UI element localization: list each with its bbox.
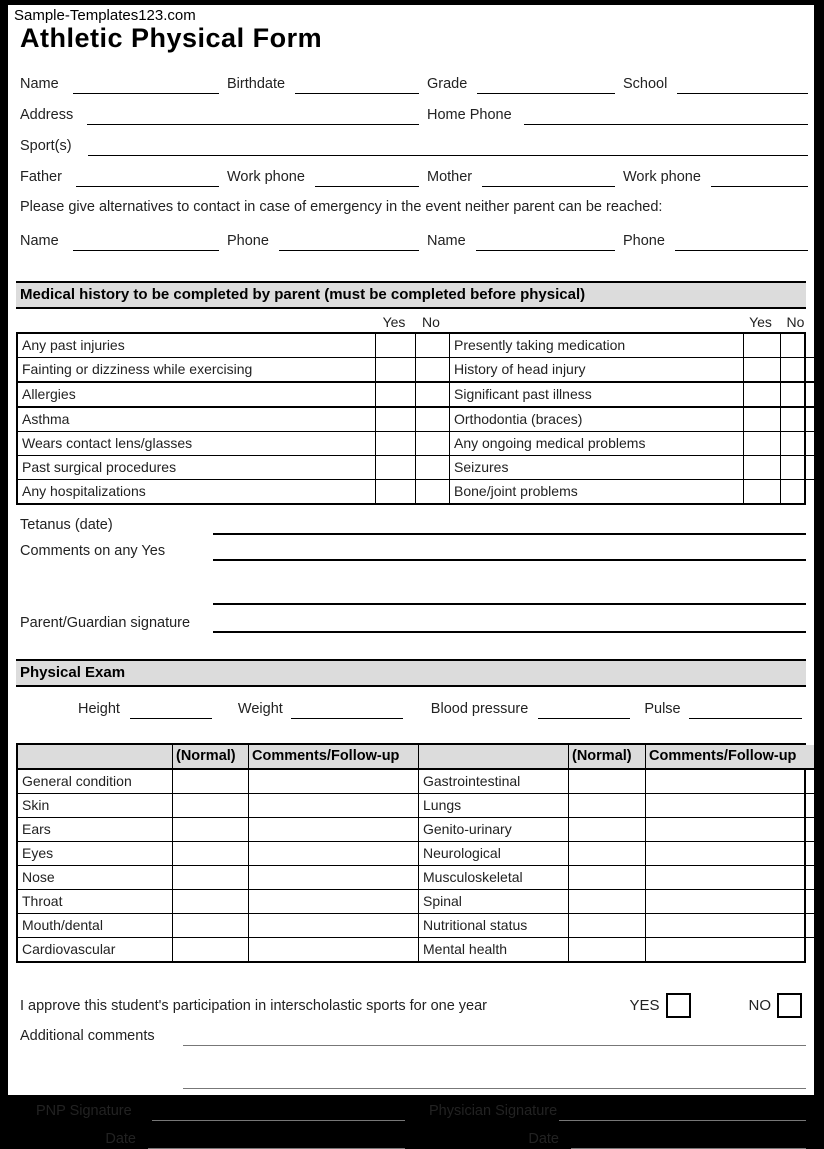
medical-question: Significant past illness xyxy=(450,383,744,408)
medical-question: Presently taking medication xyxy=(450,334,744,358)
exam-item: Mental health xyxy=(419,938,569,961)
sports-label: Sport(s) xyxy=(20,138,72,154)
yes-cell[interactable] xyxy=(376,334,416,358)
yes-cell[interactable] xyxy=(744,358,781,383)
mother-label: Mother xyxy=(427,169,473,185)
row-sports xyxy=(20,132,808,156)
exam-item: Musculoskeletal xyxy=(419,866,569,890)
yes-cell[interactable] xyxy=(744,334,781,358)
no-cell[interactable] xyxy=(781,480,814,503)
tetanus-label: Tetanus (date) xyxy=(20,517,113,533)
normal-cell[interactable] xyxy=(173,794,249,818)
normal-cell[interactable] xyxy=(569,794,646,818)
comments-cell[interactable] xyxy=(249,818,419,842)
yes-cell[interactable] xyxy=(744,480,781,503)
additional-comments-extra-row xyxy=(183,1070,806,1089)
pnp-signature-label: PNP Signature xyxy=(36,1103,132,1119)
emergency-name1-label: Name xyxy=(20,233,59,249)
tetanus-field-line[interactable] xyxy=(213,515,806,535)
father-work-phone-line[interactable] xyxy=(315,168,419,187)
signature-row xyxy=(20,1093,806,1121)
height-label: Height xyxy=(78,701,120,717)
comments-cell[interactable] xyxy=(249,890,419,914)
comments-row xyxy=(20,535,806,561)
mother-field-line[interactable] xyxy=(482,168,615,187)
exam-item: Nose xyxy=(18,866,173,890)
medical-question: Past surgical procedures xyxy=(18,456,376,480)
no-cell[interactable] xyxy=(781,408,814,432)
parent-signature-label: Parent/Guardian signature xyxy=(20,615,191,631)
comments-cell[interactable] xyxy=(646,818,814,842)
comments-cell[interactable] xyxy=(249,866,419,890)
father-work-phone-label: Work phone xyxy=(227,169,305,185)
medical-question: Allergies xyxy=(18,383,376,408)
blood-pressure-label: Blood pressure xyxy=(430,701,529,717)
no-cell[interactable] xyxy=(416,334,450,358)
tetanus-row xyxy=(20,509,806,535)
additional-comments-row xyxy=(20,1022,806,1046)
yes-cell[interactable] xyxy=(376,456,416,480)
yes-cell[interactable] xyxy=(376,408,416,432)
vitals-row xyxy=(20,695,802,719)
approval-text: I approve this student's participation in interscholastic sports for one year xyxy=(20,997,488,1014)
yes-cell[interactable] xyxy=(744,408,781,432)
row-emergency-contacts xyxy=(20,227,808,251)
exam-item: Genito-urinary xyxy=(419,818,569,842)
approval-row xyxy=(20,993,802,1018)
father-label: Father xyxy=(20,169,62,185)
normal-cell[interactable] xyxy=(569,914,646,938)
no-cell[interactable] xyxy=(416,480,450,503)
comments-column-header: Comments/Follow-up xyxy=(646,745,814,770)
watermark-text: Sample-Templates123.com xyxy=(14,7,196,24)
weight-label: Weight xyxy=(237,701,283,717)
medical-question: Orthodontia (braces) xyxy=(450,408,744,432)
normal-cell[interactable] xyxy=(569,770,646,794)
normal-cell[interactable] xyxy=(173,914,249,938)
exam-item: General condition xyxy=(18,770,173,794)
father-field-line[interactable] xyxy=(76,168,219,187)
exam-item: Gastrointestinal xyxy=(419,770,569,794)
medical-history-table xyxy=(16,332,806,505)
additional-comments-line[interactable] xyxy=(183,1027,806,1046)
normal-cell[interactable] xyxy=(569,890,646,914)
birthdate-label: Birthdate xyxy=(227,76,286,92)
pnp-signature-line[interactable] xyxy=(152,1104,405,1121)
comments-field-line[interactable] xyxy=(213,541,806,561)
weight-field-line[interactable] xyxy=(291,700,403,719)
medical-question: Asthma xyxy=(18,408,376,432)
exam-item: Spinal xyxy=(419,890,569,914)
comments-cell[interactable] xyxy=(249,770,419,794)
comments-cell[interactable] xyxy=(646,866,814,890)
medical-question: History of head injury xyxy=(450,358,744,383)
physical-exam-header: Physical Exam xyxy=(16,659,806,687)
grade-field-line[interactable] xyxy=(477,75,615,94)
exam-item: Neurological xyxy=(419,842,569,866)
medical-question: Any ongoing medical problems xyxy=(450,432,744,456)
physician-date-line[interactable] xyxy=(571,1132,806,1149)
medical-question: Wears contact lens/glasses xyxy=(18,432,376,456)
normal-cell[interactable] xyxy=(569,842,646,866)
parent-signature-line[interactable] xyxy=(213,613,806,633)
birthdate-field-line[interactable] xyxy=(295,75,419,94)
comments-cell[interactable] xyxy=(249,842,419,866)
yes-cell[interactable] xyxy=(744,432,781,456)
date-row xyxy=(20,1121,806,1149)
exam-item: Nutritional status xyxy=(419,914,569,938)
no-cell[interactable] xyxy=(416,432,450,456)
medical-yesno-header xyxy=(16,309,806,332)
no-cell[interactable] xyxy=(781,432,814,456)
normal-cell[interactable] xyxy=(173,818,249,842)
exam-item: Skin xyxy=(18,794,173,818)
no-cell[interactable] xyxy=(781,334,814,358)
page-title: Athletic Physical Form xyxy=(20,23,323,53)
no-cell[interactable] xyxy=(416,383,450,408)
school-label: School xyxy=(623,76,668,92)
pulse-field-line[interactable] xyxy=(689,700,802,719)
no-cell[interactable] xyxy=(416,358,450,383)
medical-question: Seizures xyxy=(450,456,744,480)
comments-cell[interactable] xyxy=(249,794,419,818)
name-field-line[interactable] xyxy=(73,75,219,94)
address-field-line[interactable] xyxy=(87,106,419,125)
medical-question: Any hospitalizations xyxy=(18,480,376,503)
physician-date-label: Date xyxy=(528,1131,559,1147)
exam-item: Throat xyxy=(18,890,173,914)
normal-cell[interactable] xyxy=(569,938,646,961)
approval-yes-checkbox[interactable] xyxy=(666,993,691,1018)
emergency-phone1-line[interactable] xyxy=(279,232,419,251)
comments-cell[interactable] xyxy=(646,890,814,914)
yes-column-label: Yes xyxy=(749,314,772,330)
yes-cell[interactable] xyxy=(376,432,416,456)
comments-cell[interactable] xyxy=(646,914,814,938)
normal-cell[interactable] xyxy=(173,842,249,866)
yes-cell[interactable] xyxy=(376,480,416,503)
normal-column-header: (Normal) xyxy=(569,745,646,770)
comments-label: Comments on any Yes xyxy=(20,543,166,559)
no-cell[interactable] xyxy=(416,456,450,480)
comments-extra-line-row xyxy=(213,585,806,605)
emergency-phone2-line[interactable] xyxy=(675,232,808,251)
approval-no-label: NO xyxy=(748,997,771,1014)
normal-cell[interactable] xyxy=(173,938,249,961)
yes-cell[interactable] xyxy=(744,383,781,408)
parent-signature-row xyxy=(20,607,806,633)
home-phone-field-line[interactable] xyxy=(524,106,808,125)
home-phone-label: Home Phone xyxy=(427,107,512,123)
emergency-phone2-label: Phone xyxy=(623,233,665,249)
no-cell[interactable] xyxy=(781,358,814,383)
pulse-label: Pulse xyxy=(644,701,681,717)
medical-question: Bone/joint problems xyxy=(450,480,744,503)
comments-cell[interactable] xyxy=(249,914,419,938)
height-field-line[interactable] xyxy=(130,700,212,719)
medical-history-header: Medical history to be completed by parent (must be completed before physical) xyxy=(16,281,806,309)
row-parents xyxy=(20,163,808,187)
pnp-date-line[interactable] xyxy=(148,1132,405,1149)
physician-signature-label: Physician Signature xyxy=(429,1103,558,1119)
row-name-birthdate-grade-school xyxy=(20,70,808,94)
approval-yes-label: YES xyxy=(629,997,660,1014)
blood-pressure-field-line[interactable] xyxy=(538,700,630,719)
comments-cell[interactable] xyxy=(646,938,814,961)
exam-item: Eyes xyxy=(18,842,173,866)
emergency-phone1-label: Phone xyxy=(227,233,269,249)
comments-cell[interactable] xyxy=(646,770,814,794)
comments-extra-line[interactable] xyxy=(213,585,806,605)
medical-question: Any past injuries xyxy=(18,334,376,358)
exam-item: Lungs xyxy=(419,794,569,818)
sports-field-line[interactable] xyxy=(88,137,808,156)
yes-cell[interactable] xyxy=(744,456,781,480)
exam-item: Ears xyxy=(18,818,173,842)
normal-column-header: (Normal) xyxy=(173,745,249,770)
medical-question: Fainting or dizziness while exercising xyxy=(18,358,376,383)
school-field-line[interactable] xyxy=(677,75,808,94)
yes-column-label: Yes xyxy=(382,314,406,330)
physical-exam-table xyxy=(16,743,806,963)
comments-cell[interactable] xyxy=(646,794,814,818)
emergency-name1-line[interactable] xyxy=(73,232,219,251)
normal-cell[interactable] xyxy=(173,770,249,794)
comments-cell[interactable] xyxy=(249,938,419,961)
emergency-note: Please give alternatives to contact in case of emergency in the event neither parent can be reached: xyxy=(20,199,663,215)
normal-cell[interactable] xyxy=(569,866,646,890)
normal-cell[interactable] xyxy=(569,818,646,842)
exam-item: Cardiovascular xyxy=(18,938,173,961)
additional-comments-label: Additional comments xyxy=(20,1028,155,1044)
no-cell[interactable] xyxy=(416,408,450,432)
yes-cell[interactable] xyxy=(376,358,416,383)
comments-cell[interactable] xyxy=(646,842,814,866)
yes-cell[interactable] xyxy=(376,383,416,408)
mother-work-phone-line[interactable] xyxy=(711,168,808,187)
address-label: Address xyxy=(20,107,74,123)
normal-cell[interactable] xyxy=(173,866,249,890)
no-column-label: No xyxy=(786,314,805,330)
no-cell[interactable] xyxy=(781,383,814,408)
emergency-name2-line[interactable] xyxy=(476,232,615,251)
grade-label: Grade xyxy=(427,76,468,92)
name-label: Name xyxy=(20,76,59,92)
additional-comments-extra-line[interactable] xyxy=(183,1070,806,1089)
comments-column-header: Comments/Follow-up xyxy=(249,745,419,770)
form-page xyxy=(8,5,814,1147)
exam-item: Mouth/dental xyxy=(18,914,173,938)
no-cell[interactable] xyxy=(781,456,814,480)
emergency-name2-label: Name xyxy=(427,233,466,249)
normal-cell[interactable] xyxy=(173,890,249,914)
row-address-homephone xyxy=(20,101,808,125)
physician-signature-line[interactable] xyxy=(559,1104,806,1121)
no-column-label: No xyxy=(422,314,440,330)
approval-no-checkbox[interactable] xyxy=(777,993,802,1018)
mother-work-phone-label: Work phone xyxy=(623,169,701,185)
pnp-date-label: Date xyxy=(105,1131,136,1147)
